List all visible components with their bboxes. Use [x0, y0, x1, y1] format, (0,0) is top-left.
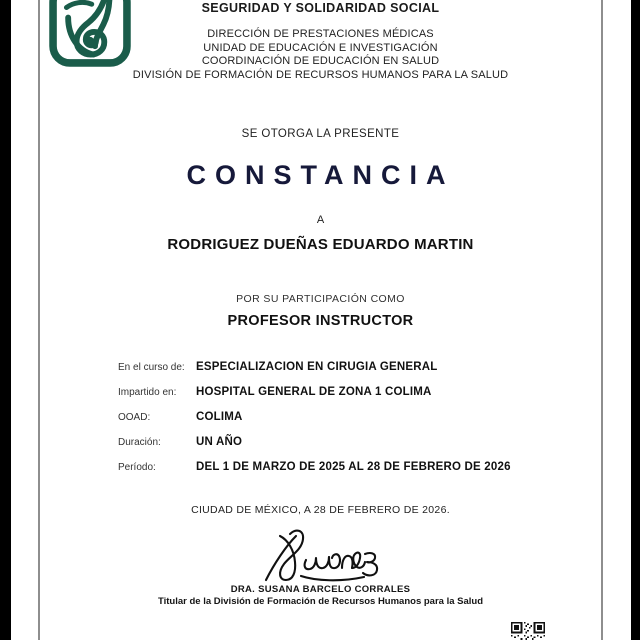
page-border-rule-right: [601, 0, 603, 640]
detail-row-impartido: [118, 387, 578, 412]
org-line-unidad: UNIDAD DE EDUCACIÓN E INVESTIGACIÓN: [203, 41, 438, 54]
signer-title: Titular de la División de Formación de Recursos Humanos para la Salud: [157, 596, 484, 607]
organizational-units: [40, 28, 601, 82]
recipient-name: RODRIGUEZ DUEÑAS EDUARDO MARTIN: [167, 236, 474, 253]
institution-name: SEGURIDAD Y SOLIDARIDAD SOCIAL: [201, 1, 440, 15]
detail-label-impartido: Impartido en:: [118, 387, 177, 398]
signer-name: DRA. SUSANA BARCELO CORRALES: [230, 584, 411, 595]
scan-edge-left: [0, 0, 11, 640]
detail-label-duracion: Duración:: [118, 437, 161, 448]
award-preamble: SE OTORGA LA PRESENTE: [241, 128, 400, 140]
detail-value-periodo: DEL 1 DE MARZO DE 2025 AL 28 DE FEBRERO DE 2026: [196, 461, 511, 473]
detail-value-duracion: UN AÑO: [196, 436, 243, 448]
detail-row-curso: [118, 362, 578, 387]
detail-label-ooad: OOAD:: [118, 412, 151, 423]
certificate-title: CONSTANCIA: [186, 160, 455, 190]
org-line-division: DIVISIÓN DE FORMACIÓN DE RECURSOS HUMANOS PARA LA SALUD: [132, 68, 509, 81]
detail-row-periodo: [118, 462, 578, 487]
detail-value-ooad: COLIMA: [196, 411, 243, 423]
certificate-details: [118, 362, 578, 487]
detail-value-impartido: HOSPITAL GENERAL DE ZONA 1 COLIMA: [196, 386, 432, 398]
detail-label-curso: En el curso de:: [118, 362, 185, 373]
detail-value-curso: ESPECIALIZACION EN CIRUGIA GENERAL: [196, 361, 438, 373]
detail-label-periodo: Período:: [118, 462, 156, 473]
scan-edge-right: [631, 0, 640, 640]
handwritten-signature-icon: [40, 524, 601, 586]
certificate-sheet: [40, 0, 601, 640]
participation-role: PROFESOR INSTRUCTOR: [227, 313, 414, 329]
org-line-direccion: DIRECCIÓN DE PRESTACIONES MÉDICAS: [207, 28, 434, 40]
place-and-date: CIUDAD DE MÉXICO, A 28 DE FEBRERO DE 2026.: [191, 504, 450, 516]
detail-row-duracion: [118, 437, 578, 462]
award-connector: A: [316, 214, 325, 226]
detail-row-ooad: [118, 412, 578, 437]
org-line-coordinacion: COORDINACIÓN DE EDUCACIÓN EN SALUD: [201, 55, 440, 68]
participation-label: POR SU PARTICIPACIÓN COMO: [236, 293, 405, 305]
verification-qr-code-icon: [511, 622, 545, 640]
